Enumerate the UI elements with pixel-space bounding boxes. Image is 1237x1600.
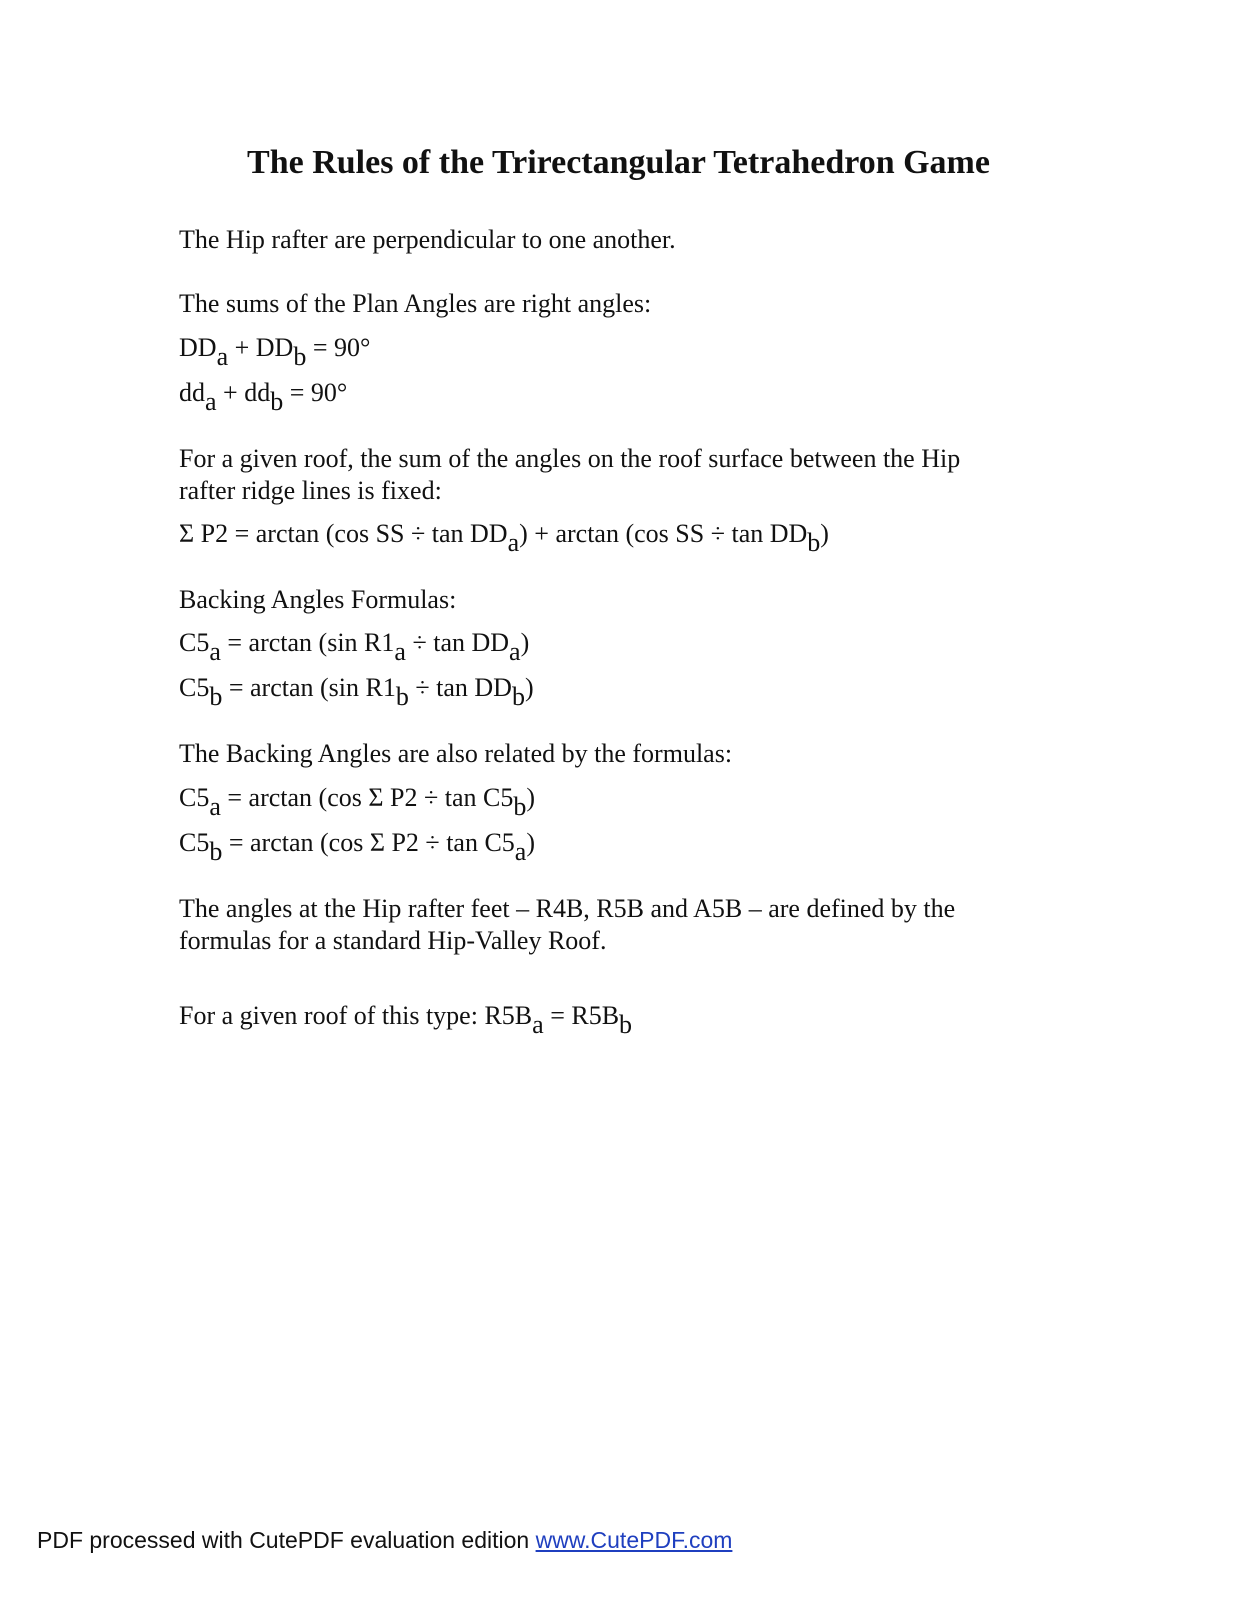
pdf-watermark-footer [37, 1526, 732, 1554]
plan-angles-heading: The sums of the Plan Angles are right angles: [179, 289, 652, 318]
footer-text: PDF processed with CutePDF evaluation edition [37, 1527, 536, 1553]
roof-sum-text-line-2: rafter ridge lines is fixed: [179, 476, 442, 505]
intro-text: The Hip rafter are perpendicular to one another. [179, 225, 676, 254]
roof-sum-formula: Σ P2 = arctan (cos SS ÷ $\tan DD_a) + \arctan (\cos$ SS ÷ $\tan DD_b$) [179, 519, 829, 557]
plan-angles-equation-1: $DD_a + DD_b = 90^\circ$ [179, 333, 371, 371]
feet-text-line-2: formulas for a standard Hip-Valley Roof. [179, 926, 607, 955]
final-statement: For a given roof of this type: $R5B_a = R5B_b$ [179, 1001, 633, 1039]
backing-related-formula-1: $C5_a = \arctan (\cos$ Σ $P2 \div \tan C5_b$) [179, 783, 536, 821]
roof-sum-text-line-1: For a given roof, the sum of the angles on the roof surface between the Hip [179, 444, 961, 473]
backing-formula-1: $C5_a = \arctan (\sin$ $R1_a \div \tan DD_a$) [179, 628, 530, 666]
cutepdf-link[interactable]: www.CutePDF.com [535, 1527, 733, 1553]
page-title: The Rules of the Trirectangular Tetrahedron Game [247, 144, 990, 181]
backing-related-heading: The Backing Angles are also related by the formulas: [179, 739, 733, 768]
backing-formula-2: $C5_b = \arctan (\sin$ $R1_b \div \tan DD_b$) [179, 673, 534, 711]
plan-angles-equation-2: $dd_a + dd_b = 90^\circ$ [179, 378, 348, 416]
backing-heading: Backing Angles Formulas: [179, 585, 457, 614]
feet-text-line-1: The angles at the Hip rafter feet – R4B, R5B and A5B – are defined by the [179, 894, 956, 923]
backing-related-formula-2: $C5_b = \arctan (\cos$ Σ $P2 \div \tan C5_a$) [179, 828, 536, 866]
